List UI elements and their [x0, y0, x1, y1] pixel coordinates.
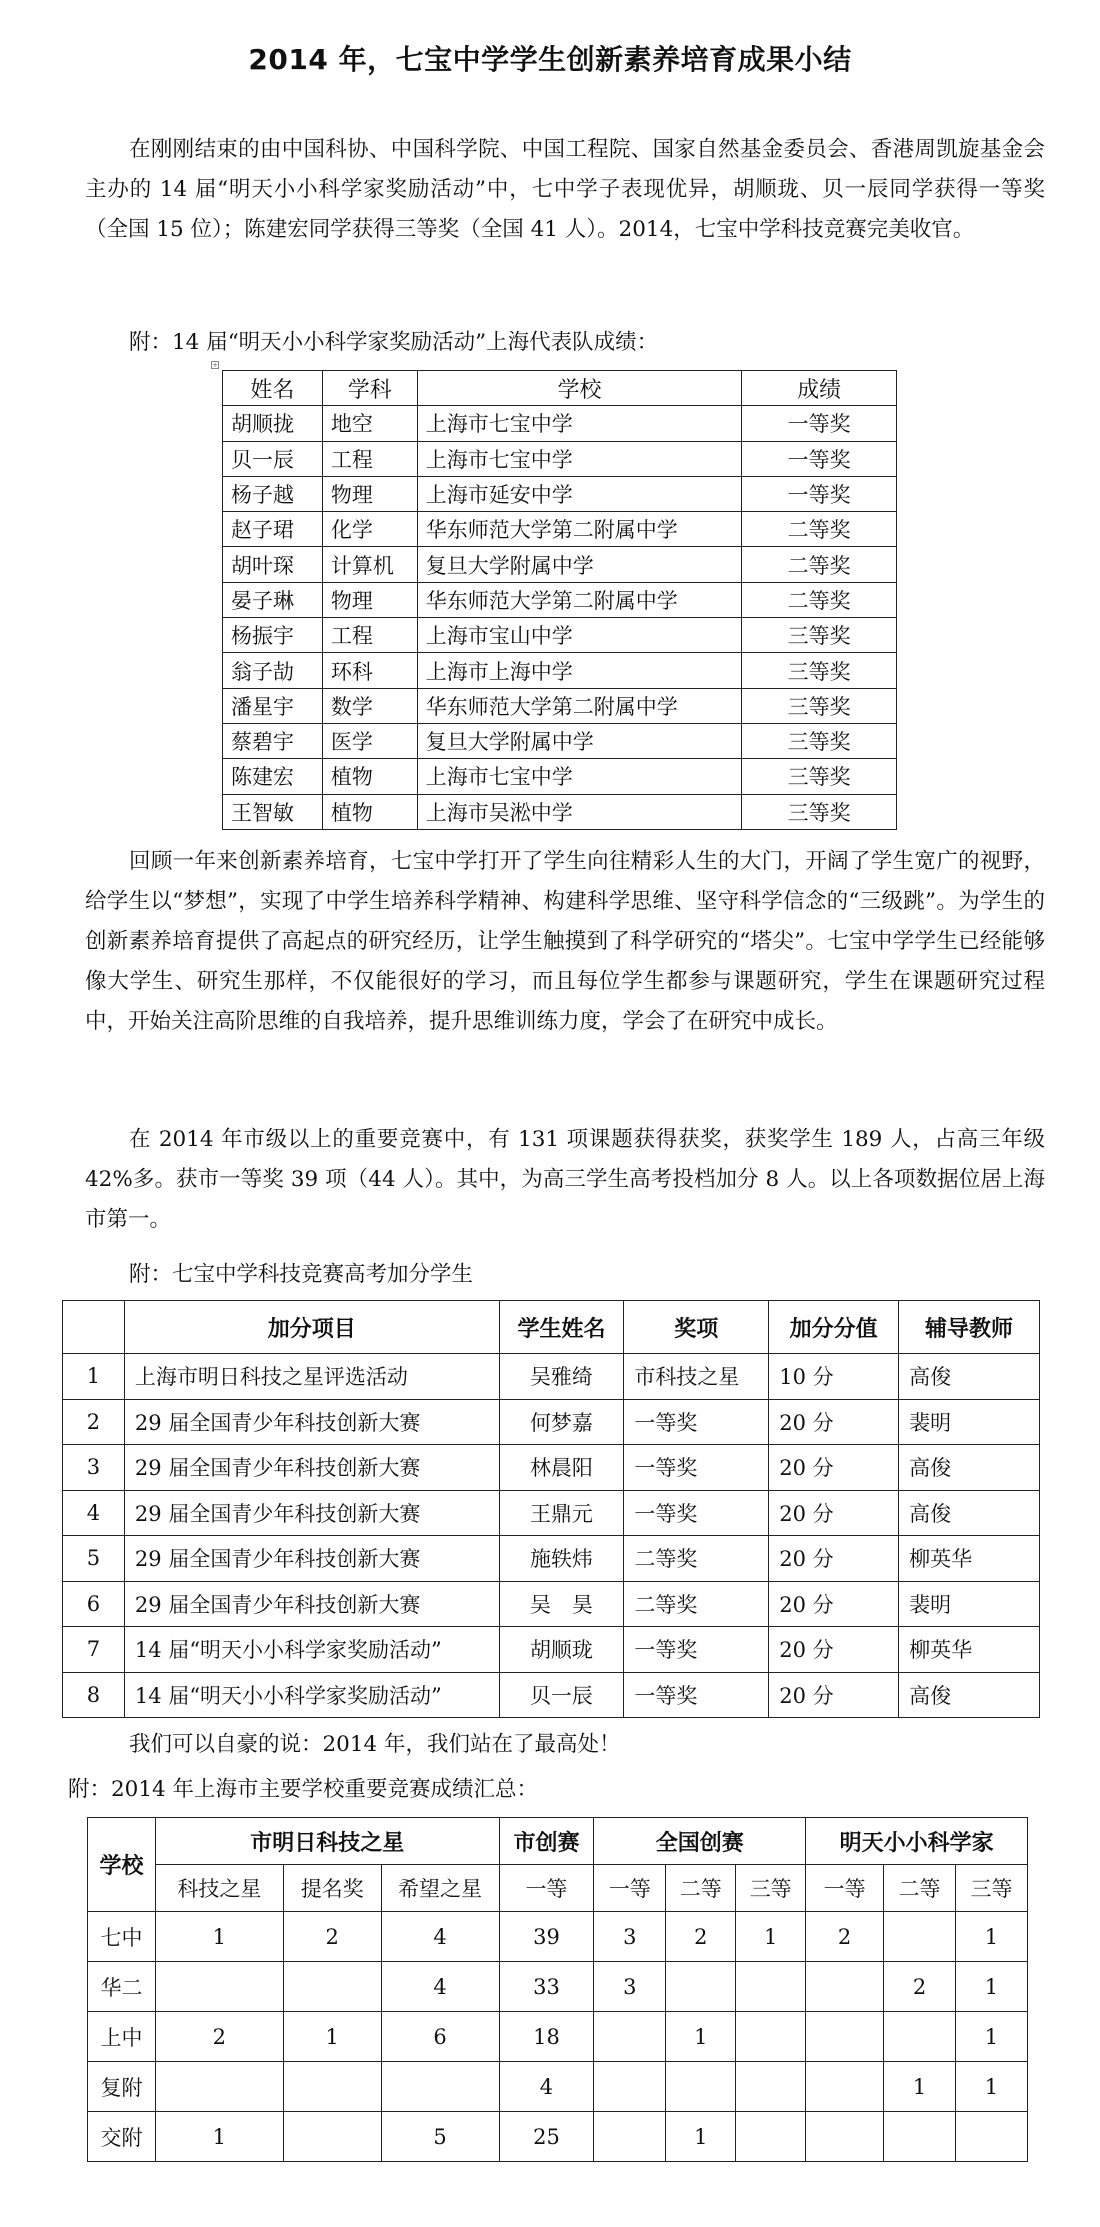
table-row: [88, 1962, 1028, 2012]
student-name-cell: 吴雅绮: [499, 1354, 624, 1400]
advisor-cell: 高俊: [899, 1490, 1040, 1536]
award-cell: 一等奖: [742, 406, 897, 441]
count-cell: 4: [381, 1912, 499, 1962]
school-name-cell: 七中: [88, 1912, 156, 1962]
count-cell: 1: [955, 1912, 1027, 1962]
table-row: [223, 653, 897, 688]
student-name-cell: 胡顺珑: [499, 1627, 624, 1673]
school-cell: 华东师范大学第二附属中学: [417, 582, 741, 617]
bonus-item-cell: 29 届全国青少年科技创新大赛: [124, 1536, 499, 1582]
table-row: [223, 794, 897, 829]
sub-column-header: 二等: [666, 1865, 736, 1912]
table-row: [63, 1581, 1040, 1627]
count-cell: 1: [283, 2012, 381, 2062]
award-cell: 一等奖: [624, 1627, 769, 1673]
advisor-cell: 高俊: [899, 1445, 1040, 1491]
sub-column-header: 希望之星: [381, 1865, 499, 1912]
table-group-header-row: [88, 1818, 1028, 1865]
award-cell: 二等奖: [742, 547, 897, 582]
shanghai-team-results-table: [222, 370, 897, 830]
subject-cell: 化学: [322, 512, 417, 547]
student-name-cell: 杨子越: [223, 476, 323, 511]
subject-cell: 植物: [322, 794, 417, 829]
column-header: 加分分值: [769, 1301, 899, 1354]
group-header: 明天小小科学家: [806, 1818, 1028, 1865]
student-name-cell: 吴 昊: [499, 1581, 624, 1627]
count-cell: 2: [884, 1962, 956, 2012]
award-cell: 三等奖: [742, 723, 897, 758]
table-row: [223, 406, 897, 441]
school-summary-table: [87, 1817, 1028, 2162]
school-cell: 复旦大学附属中学: [417, 723, 741, 758]
bonus-item-cell: 14 届“明天小小科学家奖励活动”: [124, 1627, 499, 1673]
bonus-points-cell: 20 分: [769, 1672, 899, 1718]
award-cell: 三等奖: [742, 794, 897, 829]
table-row: [223, 759, 897, 794]
column-header: 辅导教师: [899, 1301, 1040, 1354]
count-cell: [594, 2112, 666, 2162]
school-cell: 上海市延安中学: [417, 476, 741, 511]
school-name-cell: 交附: [88, 2112, 156, 2162]
column-header: 姓名: [223, 371, 323, 406]
sub-column-header: 一等: [594, 1865, 666, 1912]
count-cell: 1: [155, 1912, 283, 1962]
sub-column-header: 三等: [736, 1865, 806, 1912]
count-cell: [806, 2012, 884, 2062]
count-cell: 2: [283, 1912, 381, 1962]
count-cell: [155, 1962, 283, 2012]
table-row: [223, 476, 897, 511]
group-header: 市明日科技之星: [155, 1818, 499, 1865]
count-cell: 3: [594, 1912, 666, 1962]
award-cell: 一等奖: [624, 1399, 769, 1445]
count-cell: 1: [666, 2112, 736, 2162]
count-cell: 4: [381, 1962, 499, 2012]
subject-cell: 工程: [322, 441, 417, 476]
table-row: [88, 2112, 1028, 2162]
school-name-cell: 上中: [88, 2012, 156, 2062]
school-column-header: 学校: [88, 1818, 156, 1912]
subject-cell: 地空: [322, 406, 417, 441]
student-name-cell: 林晨阳: [499, 1445, 624, 1491]
advisor-cell: 柳英华: [899, 1536, 1040, 1582]
award-cell: 三等奖: [742, 653, 897, 688]
bonus-item-cell: 29 届全国青少年科技创新大赛: [124, 1445, 499, 1491]
award-cell: 二等奖: [742, 582, 897, 617]
student-name-cell: 陈建宏: [223, 759, 323, 794]
count-cell: [884, 2112, 956, 2162]
subject-cell: 植物: [322, 759, 417, 794]
index-cell: 3: [63, 1445, 125, 1491]
table-row: [63, 1399, 1040, 1445]
table3-caption: 附：2014 年上海市主要学校重要竞赛成绩汇总：: [68, 1777, 539, 1802]
index-cell: 2: [63, 1399, 125, 1445]
school-cell: 上海市宝山中学: [417, 618, 741, 653]
school-cell: 华东师范大学第二附属中学: [417, 512, 741, 547]
subject-cell: 工程: [322, 618, 417, 653]
award-cell: 一等奖: [742, 476, 897, 511]
subject-cell: 物理: [322, 582, 417, 617]
table-row: [223, 547, 897, 582]
count-cell: [736, 2012, 806, 2062]
table-row: [63, 1354, 1040, 1400]
student-name-cell: 何梦嘉: [499, 1399, 624, 1445]
student-name-cell: 胡叶琛: [223, 547, 323, 582]
subject-cell: 医学: [322, 723, 417, 758]
count-cell: 1: [666, 2012, 736, 2062]
count-cell: 1: [955, 2012, 1027, 2062]
subject-cell: 环科: [322, 653, 417, 688]
count-cell: 1: [736, 1912, 806, 1962]
school-cell: 上海市吴淞中学: [417, 794, 741, 829]
student-name-cell: 赵子珺: [223, 512, 323, 547]
sub-column-header: 一等: [499, 1865, 594, 1912]
count-cell: [283, 2112, 381, 2162]
table2-caption: 附：七宝中学科技竞赛高考加分学生: [129, 1262, 474, 1287]
count-cell: [283, 2062, 381, 2112]
bonus-item-cell: 29 届全国青少年科技创新大赛: [124, 1581, 499, 1627]
column-header: 学校: [417, 371, 741, 406]
index-cell: 4: [63, 1490, 125, 1536]
bonus-students-table: [62, 1300, 1040, 1718]
table-header-row: [223, 371, 897, 406]
table-row: [223, 723, 897, 758]
count-cell: [806, 1962, 884, 2012]
count-cell: [594, 2012, 666, 2062]
school-cell: 复旦大学附属中学: [417, 547, 741, 582]
table-row: [63, 1445, 1040, 1491]
count-cell: [806, 2112, 884, 2162]
award-cell: 二等奖: [742, 512, 897, 547]
intro-paragraph: 在刚刚结束的由中国科协、中国科学院、中国工程院、国家自然基金委员会、香港周凯旋基金会主办的 14 届“明天小小科学家奖励活动”中，七中学子表现优异，胡顺珑、贝一辰同学获得一等奖（全国 15 位）；陈建宏同学获得三等奖（全国 41 人）。2014，七宝中学科技竞赛完美收官。: [85, 137, 1045, 242]
count-cell: [283, 1962, 381, 2012]
column-header: 学科: [322, 371, 417, 406]
award-cell: 一等奖: [624, 1490, 769, 1536]
bonus-points-cell: 20 分: [769, 1490, 899, 1536]
sub-column-header: 提名奖: [283, 1865, 381, 1912]
count-cell: 3: [594, 1962, 666, 2012]
table-row: [223, 582, 897, 617]
award-cell: 三等奖: [742, 618, 897, 653]
count-cell: [736, 2062, 806, 2112]
bonus-points-cell: 20 分: [769, 1581, 899, 1627]
bonus-item-cell: 上海市明日科技之星评选活动: [124, 1354, 499, 1400]
table-row: [88, 2062, 1028, 2112]
student-name-cell: 贝一辰: [499, 1672, 624, 1718]
document-title: 2014 年，七宝中学学生创新素养培育成果小结: [248, 43, 852, 76]
count-cell: 1: [155, 2112, 283, 2162]
index-cell: 5: [63, 1536, 125, 1582]
column-header: 加分项目: [124, 1301, 499, 1354]
school-name-cell: 华二: [88, 1962, 156, 2012]
table-row: [63, 1536, 1040, 1582]
table-row: [88, 1912, 1028, 1962]
table1-caption: 附：14 届“明天小小科学家奖励活动”上海代表队成绩：: [129, 330, 659, 355]
award-cell: 二等奖: [624, 1581, 769, 1627]
student-name-cell: 蔡碧宇: [223, 723, 323, 758]
award-cell: 三等奖: [742, 688, 897, 723]
table-row: [88, 2012, 1028, 2062]
table-row: [223, 512, 897, 547]
award-cell: 一等奖: [624, 1672, 769, 1718]
count-cell: [666, 1962, 736, 2012]
bonus-item-cell: 14 届“明天小小科学家奖励活动”: [124, 1672, 499, 1718]
advisor-cell: 裴明: [899, 1399, 1040, 1445]
index-cell: 1: [63, 1354, 125, 1400]
award-cell: 一等奖: [742, 441, 897, 476]
count-cell: [381, 2062, 499, 2112]
count-cell: 5: [381, 2112, 499, 2162]
sub-column-header: 一等: [806, 1865, 884, 1912]
count-cell: 2: [155, 2012, 283, 2062]
student-name-cell: 王智敏: [223, 794, 323, 829]
count-cell: [736, 1962, 806, 2012]
student-name-cell: 潘星宇: [223, 688, 323, 723]
bonus-item-cell: 29 届全国青少年科技创新大赛: [124, 1490, 499, 1536]
count-cell: 1: [955, 1962, 1027, 2012]
table-row: [223, 618, 897, 653]
count-cell: 1: [955, 2062, 1027, 2112]
student-name-cell: 翁子劼: [223, 653, 323, 688]
group-header: 全国创赛: [594, 1818, 806, 1865]
sub-column-header: 科技之星: [155, 1865, 283, 1912]
count-cell: [955, 2112, 1027, 2162]
count-cell: [594, 2062, 666, 2112]
proud-statement: 我们可以自豪的说：2014 年，我们站在了最高处！: [129, 1732, 621, 1757]
table-row: [223, 441, 897, 476]
index-cell: 7: [63, 1627, 125, 1673]
bonus-item-cell: 29 届全国青少年科技创新大赛: [124, 1399, 499, 1445]
bonus-points-cell: 20 分: [769, 1536, 899, 1582]
school-cell: 上海市上海中学: [417, 653, 741, 688]
award-cell: 一等奖: [624, 1445, 769, 1491]
competition-stats-paragraph: 在 2014 年市级以上的重要竞赛中，有 131 项课题获得获奖，获奖学生 189 人，占高三年级 42%多。获市一等奖 39 项（44 人）。其中，为高三学生高考投档加分 8 人。以上各项数据位居上海市第一。: [85, 1127, 1045, 1232]
column-header: 成绩: [742, 371, 897, 406]
advisor-cell: 裴明: [899, 1581, 1040, 1627]
count-cell: [666, 2062, 736, 2112]
subject-cell: 计算机: [322, 547, 417, 582]
school-name-cell: 复附: [88, 2062, 156, 2112]
count-cell: 2: [806, 1912, 884, 1962]
count-cell: 25: [499, 2112, 594, 2162]
advisor-cell: 柳英华: [899, 1627, 1040, 1673]
sub-column-header: 二等: [884, 1865, 956, 1912]
award-cell: 市科技之星: [624, 1354, 769, 1400]
award-cell: 二等奖: [624, 1536, 769, 1582]
student-name-cell: 胡顺拢: [223, 406, 323, 441]
bonus-points-cell: 10 分: [769, 1354, 899, 1400]
school-cell: 上海市七宝中学: [417, 406, 741, 441]
bonus-points-cell: 20 分: [769, 1627, 899, 1673]
count-cell: 18: [499, 2012, 594, 2062]
count-cell: 33: [499, 1962, 594, 2012]
student-name-cell: 杨振宇: [223, 618, 323, 653]
column-header: 奖项: [624, 1301, 769, 1354]
table-move-handle-icon: +: [212, 361, 218, 369]
table-row: [63, 1672, 1040, 1718]
group-header: 市创赛: [499, 1818, 594, 1865]
count-cell: 4: [499, 2062, 594, 2112]
column-header: [63, 1301, 125, 1354]
index-cell: 6: [63, 1581, 125, 1627]
table-sub-header-row: [88, 1865, 1028, 1912]
count-cell: 2: [666, 1912, 736, 1962]
subject-cell: 数学: [322, 688, 417, 723]
advisor-cell: 高俊: [899, 1672, 1040, 1718]
count-cell: 1: [884, 2062, 956, 2112]
index-cell: 8: [63, 1672, 125, 1718]
bonus-points-cell: 20 分: [769, 1445, 899, 1491]
school-cell: 上海市七宝中学: [417, 441, 741, 476]
advisor-cell: 高俊: [899, 1354, 1040, 1400]
sub-column-header: 三等: [955, 1865, 1027, 1912]
award-cell: 三等奖: [742, 759, 897, 794]
count-cell: 39: [499, 1912, 594, 1962]
school-cell: 华东师范大学第二附属中学: [417, 688, 741, 723]
table-row: [63, 1490, 1040, 1536]
student-name-cell: 贝一辰: [223, 441, 323, 476]
review-paragraph: 回顾一年来创新素养培育，七宝中学打开了学生向往精彩人生的大门，开阔了学生宽广的视野，给学生以“梦想”，实现了中学生培养科学精神、构建科学思维、坚守科学信念的“三级跳”。为学生的创新素养培育提供了高起点的研究经历，让学生触摸到了科学研究的“塔尖”。七宝中学学生已经能够像大学生、研究生那样，不仅能很好的学习，而且每位学生都参与课题研究，学生在课题研究过程中，开始关注高阶思维的自我培养，提升思维训练力度，学会了在研究中成长。: [85, 849, 1045, 1034]
student-name-cell: 晏子琳: [223, 582, 323, 617]
student-name-cell: 王鼎元: [499, 1490, 624, 1536]
count-cell: [155, 2062, 283, 2112]
table-row: [63, 1627, 1040, 1673]
bonus-points-cell: 20 分: [769, 1399, 899, 1445]
count-cell: [884, 2012, 956, 2062]
count-cell: [884, 1912, 956, 1962]
student-name-cell: 施轶炜: [499, 1536, 624, 1582]
column-header: 学生姓名: [499, 1301, 624, 1354]
count-cell: [806, 2062, 884, 2112]
table-header-row: [63, 1301, 1040, 1354]
subject-cell: 物理: [322, 476, 417, 511]
school-cell: 上海市七宝中学: [417, 759, 741, 794]
count-cell: [736, 2112, 806, 2162]
count-cell: 6: [381, 2012, 499, 2062]
table-row: [223, 688, 897, 723]
